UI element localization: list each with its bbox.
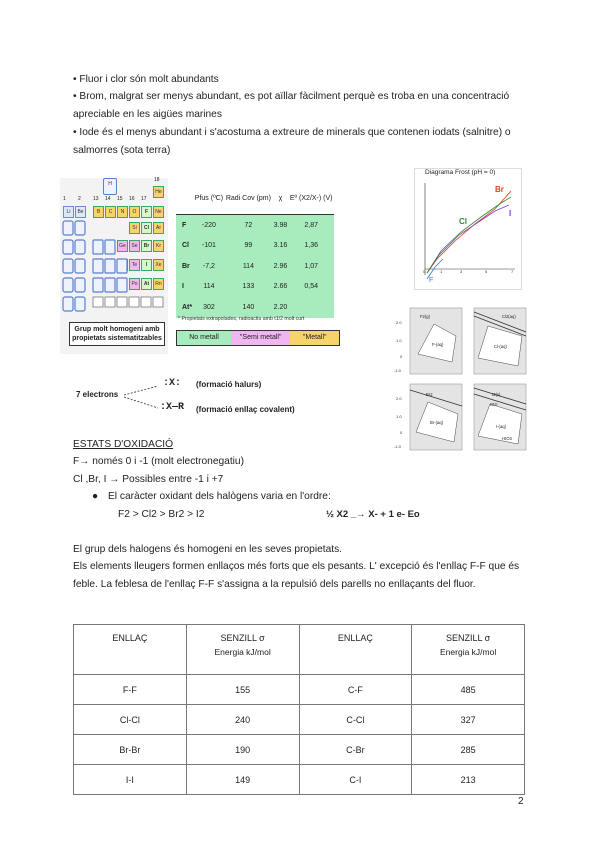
cell-Si: Si	[129, 222, 140, 234]
cell-Ar: Ar	[153, 222, 164, 234]
svg-text:1.0: 1.0	[396, 414, 402, 419]
legend-no-metall: No metall	[177, 331, 231, 345]
cell-Kr: Kr	[153, 240, 164, 252]
paragraph-homogeni: El grup dels halogens és homogeni en les seves propietats.	[73, 544, 343, 555]
svg-text:5: 5	[485, 269, 488, 274]
table-row: Cl-Cl 240 C-Cl 327	[74, 705, 525, 735]
cell-C: C	[105, 206, 116, 218]
table-row: Br -7,2 114 2.96 1,07	[182, 262, 319, 270]
pourbaix-label: IO3-	[490, 402, 499, 407]
svg-text:1: 1	[440, 269, 443, 274]
paragraph-enllacos: Els elements lleugers formen enllaços més forts que els pesants. L' excepció és l'enllaç F-F que és feble. La feblesa de l'enllaç F-F s'assigna a la repulsió dels parells no enllaçants del fluor.	[73, 561, 520, 590]
legend-semi-metall: "Semi metall"	[231, 331, 290, 345]
table-row: I 114 133 2.66 0,54	[182, 283, 319, 291]
metal-legend	[176, 330, 340, 346]
page-number: 2	[518, 796, 524, 807]
bullet-iode: • Iode és el menys abundant i s'acostuma a extreure de minerals que contenen iodats (salnitre) o salmorres (sota terra)	[73, 127, 511, 156]
pourbaix-label: Br-(aq)	[430, 420, 444, 425]
ox-line-f: F→ només 0 i -1 (molt electronegatiu)	[73, 456, 244, 467]
seven-electrons-label: 7 electrons	[76, 390, 119, 399]
svg-text:7: 7	[511, 269, 514, 274]
periodic-caption: Grup molt homogeni amb propietats sistematitzables	[69, 322, 165, 346]
table-row: F-F 155 C-F 485	[74, 675, 525, 705]
table-row: Br-Br 190 C-Br 285	[74, 735, 525, 765]
frost-label-i: I	[509, 209, 512, 218]
lewis-line1: (formació halurs)	[196, 380, 262, 389]
pourbaix-label: Cl-(aq)	[494, 344, 507, 349]
lewis-xr: :X—R	[160, 402, 185, 413]
frost-label-br: Br	[495, 185, 504, 194]
cell-Se: Se	[129, 240, 140, 252]
frost-label-f: F	[429, 277, 434, 284]
svg-text:3: 3	[460, 269, 463, 274]
lewis-line2: (formació enllaç covalent)	[196, 405, 295, 414]
cell-N: N	[117, 206, 128, 218]
svg-text:2.0: 2.0	[396, 320, 402, 325]
cell-Xe: Xe	[153, 259, 164, 271]
pourbaix-label: I2(s)	[492, 392, 501, 397]
svg-text:-1.0: -1.0	[394, 368, 401, 373]
halogen-properties-table: Pfus (ºC) Radi Cov (pm) χ Eº (X2/X-) (V) F -220 72 3.98 2,87 Cl -101 99 3.16 1,36 Br -7,2 114 2.96 1,07 I 114 133 2.66 0,54 At* 302 140 2.20	[176, 184, 334, 318]
cell-Rn: Rn	[153, 278, 164, 290]
table-row: Cl -101 99 3.16 1,36	[182, 242, 319, 250]
pourbaix-label: I-(aq)	[496, 424, 507, 429]
ox-bullet-marker: ●	[92, 491, 99, 502]
svg-text:0: 0	[423, 269, 426, 274]
cell-At: At	[141, 278, 152, 290]
cell-Li: Li	[63, 206, 74, 218]
lewis-arrows	[122, 380, 162, 414]
svg-text:0: 0	[400, 354, 403, 359]
lewis-x: :X:	[163, 378, 182, 389]
svg-text:0: 0	[400, 430, 403, 435]
table-row: F -220 72 3.98 2,87	[182, 221, 319, 229]
frost-plot	[415, 169, 521, 289]
cell-Ne: Ne	[153, 206, 164, 218]
ox-reaction: ½ X2 _→ X- + 1 e- Eo	[326, 509, 420, 520]
svg-text:1.0: 1.0	[396, 338, 402, 343]
pourbaix-label: F-(aq)	[432, 342, 444, 347]
bullet-fluor-clor: • Fluor i clor són molt abundants	[73, 74, 219, 85]
cell-F: F	[141, 206, 152, 218]
pourbaix-diagrams	[392, 306, 532, 454]
cell-Be: Be	[75, 206, 86, 218]
cell-I: I	[141, 259, 152, 271]
frost-title: Diagrama Frost (pH = 0)	[425, 169, 496, 176]
bullet-brom: • Brom, malgrat ser menys abundant, es pot aïllar fàcilment perquè es troba en una concentració apreciable en les aigües marines	[73, 91, 510, 120]
pourbaix-label: HIO3	[502, 436, 512, 441]
table-row: At* 302 140 2.20	[182, 303, 288, 311]
props-footnote: * Propietats extrapolades, radioactiu amb t1/2 molt curt	[178, 316, 305, 322]
pourbaix-label: Cl2(aq)	[502, 314, 516, 319]
cell-B: B	[93, 206, 104, 218]
pourbaix-label: Br2	[426, 392, 433, 397]
cell-H: H	[103, 178, 117, 195]
frost-diagram	[414, 168, 522, 290]
bond-energy-table: ENLLAÇ SENZILL σ Energia kJ/mol ENLLAÇ SENZILL σ Energia kJ/mol F-F 155 C-F 485 Cl-Cl 240 C-Cl 327 Br-Br 190 C-Br 285 I-I 149 C-I 213	[73, 624, 525, 795]
frost-label-cl: Cl	[459, 217, 467, 226]
cell-Po: Po	[129, 278, 140, 290]
cell-Te: Te	[129, 259, 140, 271]
cell-Cl: Cl	[141, 222, 152, 234]
ox-line-cl: Cl ,Br, I → Possibles entre -1 i +7	[73, 474, 224, 485]
pourbaix-label: F2(g)	[420, 314, 431, 319]
periodic-blank-cells	[60, 216, 168, 326]
cell-O: O	[129, 206, 140, 218]
cell-Ge: Ge	[117, 240, 128, 252]
svg-text:2.0: 2.0	[396, 396, 402, 401]
table-row: I-I 149 C-I 213	[74, 765, 525, 795]
ox-bullet: El caràcter oxidant dels halògens varia en l'ordre:	[108, 491, 331, 502]
cell-Br: Br	[141, 240, 152, 252]
legend-metall: "Metall"	[290, 331, 339, 345]
svg-text:-1.0: -1.0	[394, 444, 401, 449]
ox-order: F2 > Cl2 > Br2 > I2	[118, 509, 205, 520]
cell-He: He	[153, 186, 164, 198]
ox-heading: ESTATS D'OXIDACIÓ	[73, 439, 174, 450]
